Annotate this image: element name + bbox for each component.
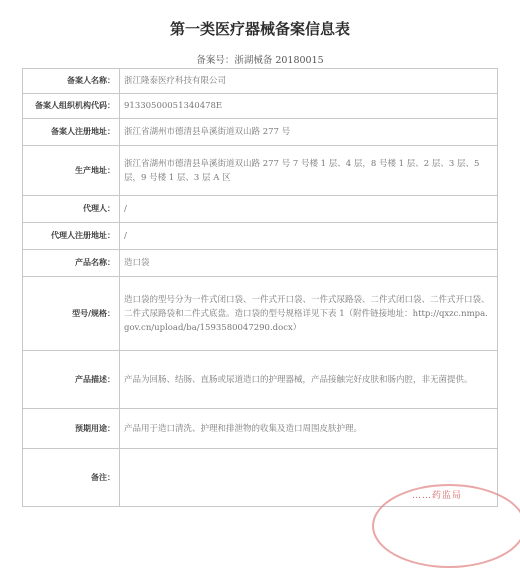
row-value: 造口袋 (120, 250, 498, 277)
row-label: 备案人组织机构代码： (23, 94, 120, 119)
table-row (23, 409, 498, 449)
row-value: 产品用于造口清洗、护理和排泄物的收集及造口周围皮肤护理。 (120, 409, 498, 449)
row-value: 产品为回肠、结肠、直肠或尿道造口的护理器械，产品接触完好皮肤和肠内腔，非无菌提供。 (120, 351, 498, 409)
row-label: 产品描述： (23, 351, 120, 409)
filing-number: 备案号：浙湖械备 20180015 (196, 55, 324, 66)
seal-text: ……药监局 (412, 491, 463, 501)
table-row (23, 146, 498, 196)
row-label: 代理人： (23, 196, 120, 223)
table-row (23, 277, 498, 351)
filing-info-table (22, 68, 498, 507)
table-row (23, 119, 498, 146)
table-row (23, 223, 498, 250)
row-label: 代理人注册地址： (23, 223, 120, 250)
row-value: / (120, 196, 498, 223)
row-label: 备案人注册地址： (23, 119, 120, 146)
row-value: / (120, 223, 498, 250)
document-title: 第一类医疗器械备案信息表 (169, 20, 350, 38)
row-value: 浙江隆泰医疗科技有限公司 (120, 69, 498, 94)
row-label: 型号/规格： (23, 277, 120, 351)
table-row (23, 94, 498, 119)
row-value: 浙江省湖州市德清县阜溪街道双山路 277 号 (120, 119, 498, 146)
table-row (23, 196, 498, 223)
table-row (23, 250, 498, 277)
row-label: 备案人名称： (23, 69, 120, 94)
row-label: 产品名称： (23, 250, 120, 277)
table-row (23, 351, 498, 409)
row-label: 生产地址： (23, 146, 120, 196)
row-value: 造口袋的型号分为一件式闭口袋、一件式开口袋、一件式尿路袋、二件式闭口袋、二件式开口袋、二件式尿路袋和二件式底盘。造口袋的型号规格详见下表 1（附件链接地址：http://qxzc.nmpa.gov.cn/upload/ba/1593580047290.docx） (120, 277, 498, 351)
row-value: 浙江省湖州市德清县阜溪街道双山路 277 号 7 号楼 1 层、4 层，8 号楼 1 层、2 层、3 层、5 层，9 号楼 1 层、3 层 A 区 (120, 146, 498, 196)
row-label: 备注： (23, 449, 120, 507)
row-value: 91330500051340478E (120, 94, 498, 119)
table-row (23, 69, 498, 94)
row-label: 预期用途： (23, 409, 120, 449)
